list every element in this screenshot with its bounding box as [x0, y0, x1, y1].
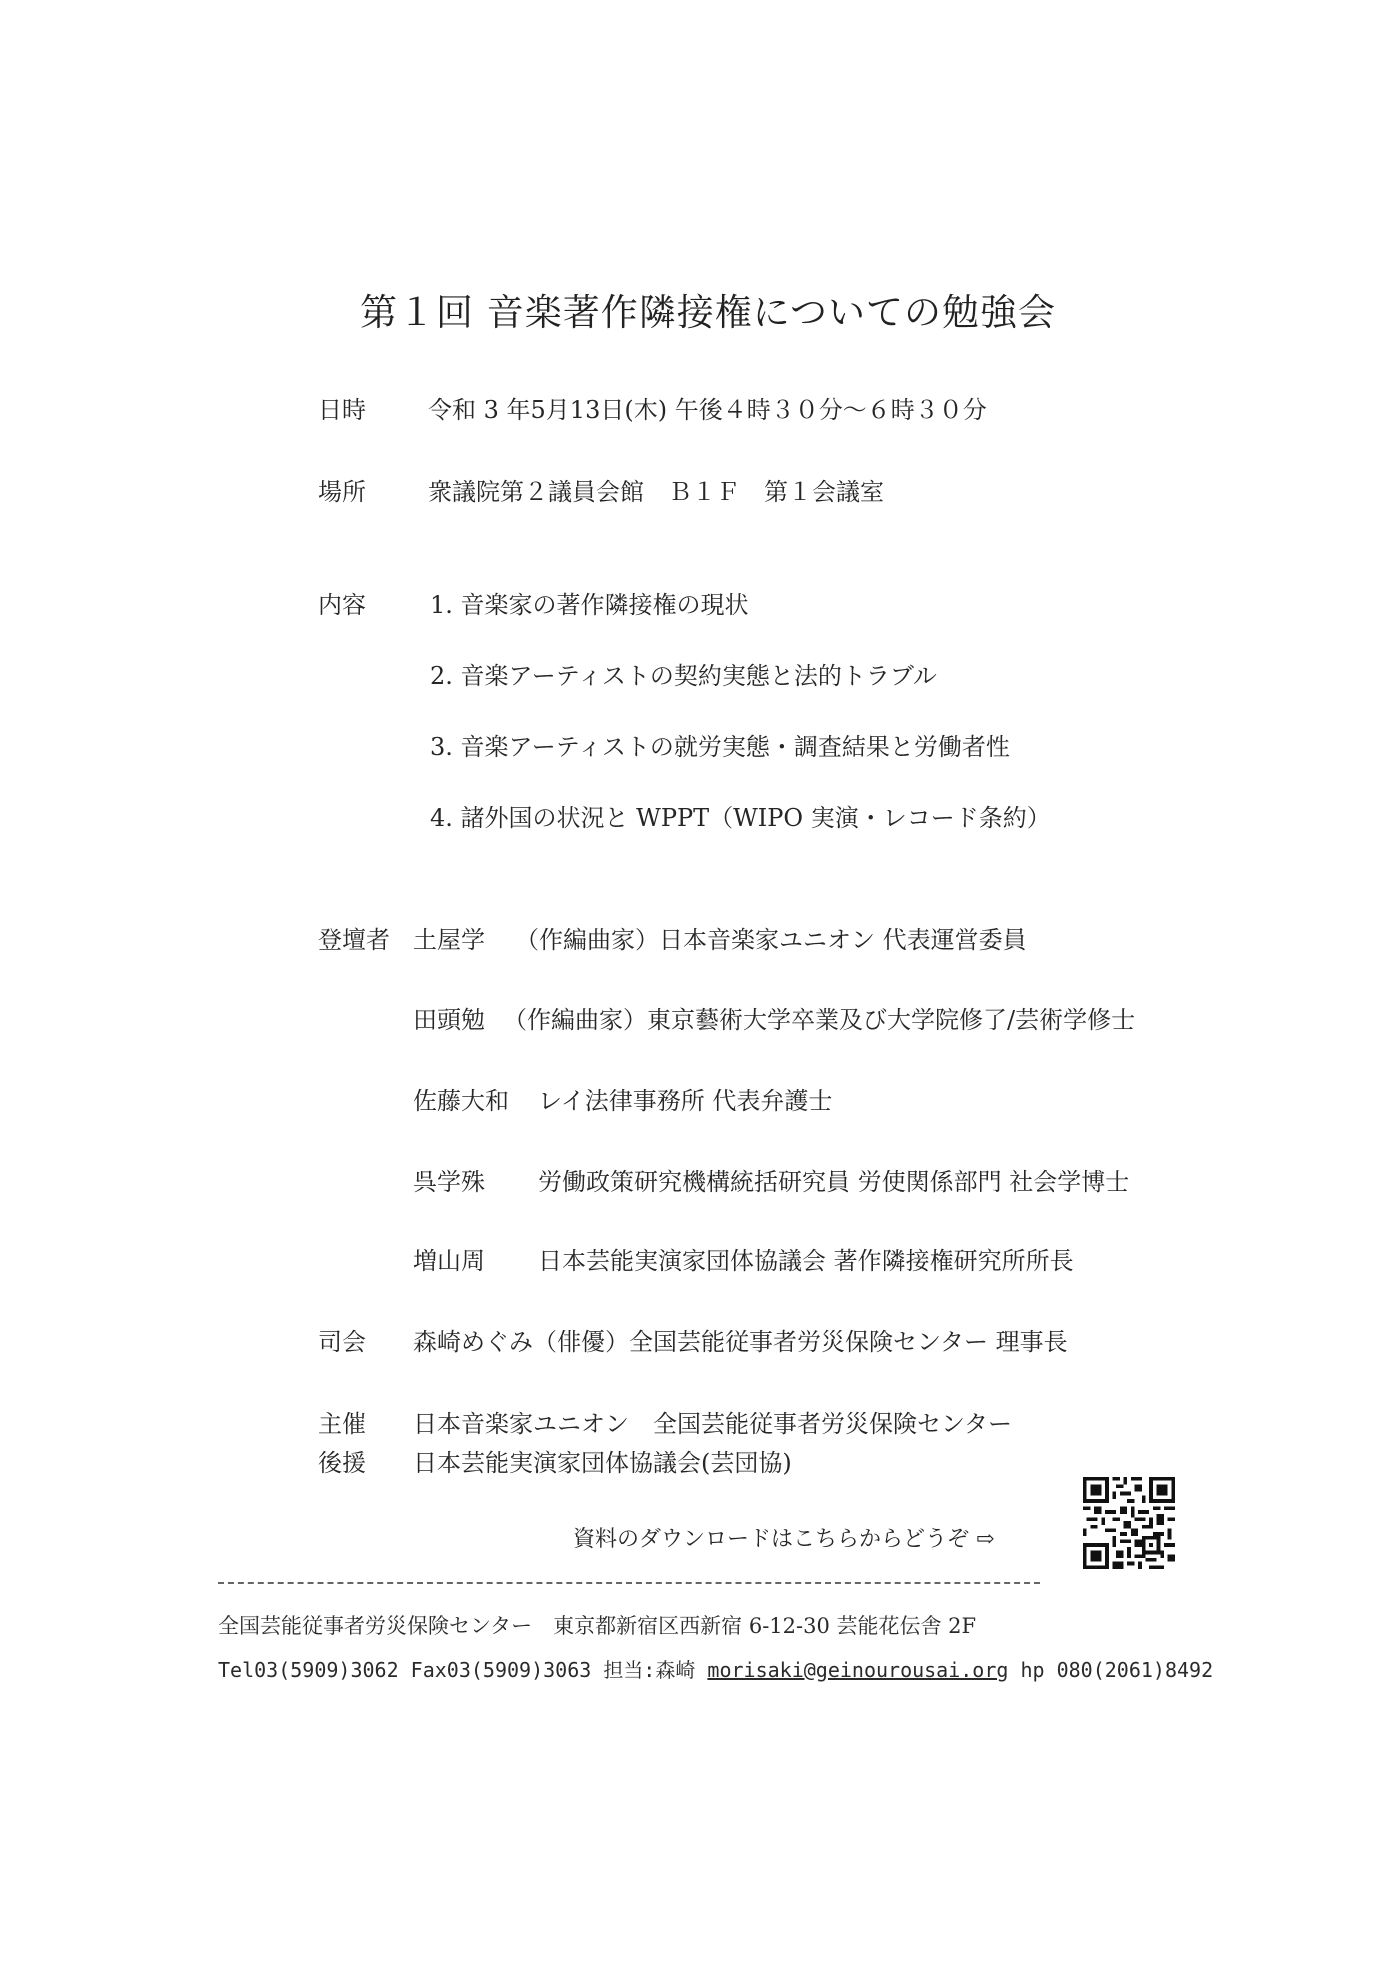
download-link[interactable]: 資料のダウンロードはこちらからどうぞ ⇨ [573, 1527, 995, 1552]
place-value: 衆議院第２議員会館 Ｂ１Ｆ 第１会議室 [428, 478, 884, 506]
content-item: 1. 音楽家の著作隣接権の現状 [430, 591, 749, 619]
speaker-name: 増山周 [413, 1247, 485, 1275]
organizer-value: 日本音楽家ユニオン 全国芸能従事者労災保険センター [413, 1410, 1013, 1438]
footer-contact [218, 1654, 1213, 1683]
qr-code-icon[interactable] [1083, 1477, 1175, 1569]
footer-phone-fax: Tel03(5909)3062 Fax03(5909)3063 担当:森崎 [218, 1658, 708, 1682]
footer-address: 全国芸能従事者労災保険センター 東京都新宿区西新宿 6-12-30 芸能花伝舎 2F [218, 1614, 977, 1638]
speaker-name: 佐藤大和 [413, 1087, 509, 1115]
speaker-name: 土屋学 [413, 926, 485, 954]
page-title: 第１回 音楽著作隣接権についての勉強会 [360, 291, 1057, 334]
moderator-value: 森崎めぐみ（俳優）全国芸能従事者労災保険センター 理事長 [413, 1328, 1068, 1356]
content-item: 4. 諸外国の状況と WPPT（WIPO 実演・レコード条約） [430, 804, 1051, 832]
organizer-label: 主催 [318, 1410, 366, 1438]
moderator-label: 司会 [318, 1328, 366, 1356]
footer-mobile: hp 080(2061)8492 [1008, 1658, 1214, 1682]
content-label: 内容 [318, 591, 366, 619]
place-label: 場所 [318, 478, 366, 506]
speaker-desc: 日本芸能実演家団体協議会 著作隣接権研究所所長 [538, 1247, 1074, 1275]
support-label: 後援 [318, 1449, 366, 1477]
speaker-name: 呉学殊 [413, 1168, 485, 1196]
speaker-name: 田頭勉 [413, 1006, 485, 1034]
speakers-label: 登壇者 [318, 926, 390, 954]
divider [218, 1582, 1040, 1584]
speaker-desc: レイ法律事務所 代表弁護士 [538, 1087, 833, 1115]
datetime-value: 令和 3 年5月13日(木) 午後４時３０分～６時３０分 [428, 396, 987, 424]
support-value: 日本芸能実演家団体協議会(芸団協) [413, 1449, 792, 1477]
speaker-desc: 労働政策研究機構統括研究員 労使関係部門 社会学博士 [538, 1168, 1130, 1196]
content-item: 2. 音楽アーティストの契約実態と法的トラブル [430, 662, 937, 690]
speaker-desc: （作編曲家）日本音楽家ユニオン 代表運営委員 [515, 926, 1027, 954]
speaker-desc: （作編曲家）東京藝術大学卒業及び大学院修了/芸術学修士 [503, 1006, 1136, 1034]
email-link[interactable]: morisaki@geinourousai.org [707, 1658, 1009, 1682]
datetime-label: 日時 [318, 396, 366, 424]
content-item: 3. 音楽アーティストの就労実態・調査結果と労働者性 [430, 733, 1010, 761]
